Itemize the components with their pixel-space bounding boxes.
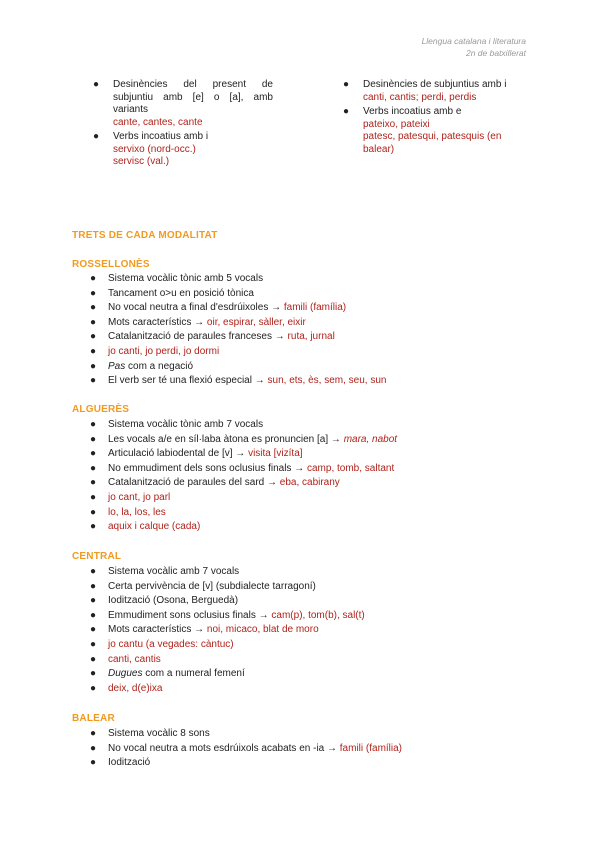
item-red-text: cam(p), tom(b), sal(t)	[271, 609, 365, 621]
header-subject: Llengua catalana i literatura	[421, 36, 526, 46]
list-item	[90, 609, 550, 624]
list-item	[90, 462, 550, 477]
bullet-icon: ●	[343, 79, 350, 90]
item-text: Les vocals a/e en síl·laba àtona es pronuncien [a] →	[108, 433, 344, 445]
list-item	[90, 476, 550, 491]
item-text: Emmudiment sons oclusius finals →	[108, 609, 272, 621]
item-red-italic-text: mara, nabot	[343, 433, 398, 445]
list-item	[90, 580, 550, 595]
bullet-icon: ●	[90, 302, 97, 314]
bullet-icon: ●	[90, 595, 97, 607]
bullet-icon: ●	[90, 728, 97, 739]
item-text: com a negació	[125, 360, 194, 372]
item-text: Certa pervivència de [v] (subdialecte tarragoní)	[108, 580, 316, 592]
left-column	[93, 79, 273, 171]
item-text: Desinències de subjuntius amb i	[363, 79, 507, 90]
item-text: com a numeral femení	[142, 668, 245, 680]
example-text: pateixo, pateixi	[363, 118, 430, 130]
list-item	[90, 682, 550, 697]
example-text: patesc, patesqui, patesquis (en balear)	[363, 131, 502, 155]
bullet-icon: ●	[90, 491, 97, 503]
item-text: Mots característics →	[108, 316, 207, 328]
item-red-text: aquix i calque (cada)	[108, 521, 201, 533]
item-red-text: ruta, jurnal	[287, 331, 335, 343]
item-red-text: canti, cantis	[108, 653, 161, 665]
page-header	[422, 35, 526, 59]
bullet-icon: ●	[90, 462, 97, 474]
list-item	[90, 272, 550, 287]
right-column	[343, 79, 533, 158]
list-item	[90, 418, 550, 433]
bullet-icon: ●	[90, 653, 97, 665]
bullet-icon: ●	[90, 742, 97, 754]
list-item	[90, 667, 550, 682]
bullet-icon: ●	[90, 375, 97, 387]
item-text: Verbs incoatius amb i	[113, 131, 209, 142]
item-red-text: oir, espirar, sàller, eixir	[206, 316, 306, 328]
item-text: Verbs incoatius amb e	[363, 106, 462, 117]
header-course: 2n de batxillerat	[465, 48, 526, 58]
list-balear	[90, 727, 550, 771]
item-text: Desinències del present de subjuntiu amb [e] o [a], amb variants	[113, 79, 273, 115]
item-red-text: noi, micaco, blat de moro	[206, 624, 319, 636]
item-text: No emmudiment dels sons oclusius finals →	[108, 462, 307, 474]
list-item	[90, 742, 550, 757]
list-item	[90, 316, 550, 331]
bullet-icon: ●	[90, 682, 97, 694]
list-item	[343, 106, 533, 156]
list-item	[90, 565, 550, 580]
item-text: Articulació labiodental de [v] →	[108, 448, 249, 460]
bullet-icon: ●	[90, 419, 97, 430]
list-item	[90, 330, 550, 345]
section-title-rossellones: ROSSELLONÈS	[72, 259, 150, 270]
list-item	[90, 756, 550, 771]
list-item	[90, 491, 550, 506]
bullet-icon: ●	[90, 580, 97, 592]
list-item	[90, 433, 550, 448]
example-text: servisc (val.)	[113, 156, 170, 167]
bullet-icon: ●	[90, 638, 97, 650]
list-item	[90, 623, 550, 638]
bullet-icon: ●	[93, 79, 100, 90]
item-red-text: deix, d(e)ixa	[108, 682, 163, 694]
item-text: Sistema vocàlic amb 7 vocals	[108, 566, 240, 577]
item-italic-text: Pas	[108, 360, 126, 372]
item-text: El verb ser té una flexió especial →	[108, 375, 268, 387]
bullet-icon: ●	[90, 316, 97, 328]
list-item	[90, 653, 550, 668]
bullet-icon: ●	[90, 668, 97, 680]
bullet-icon: ●	[343, 106, 350, 117]
bullet-icon: ●	[90, 360, 97, 372]
item-red-text: camp, tomb, saltant	[306, 462, 395, 474]
bullet-icon: ●	[90, 345, 97, 357]
section-title-algueres: ALGUERÈS	[72, 404, 130, 415]
list-item	[90, 301, 550, 316]
list-item	[90, 447, 550, 462]
list-item	[343, 79, 533, 104]
example-text: canti, cantis; perdi, perdis	[363, 91, 477, 103]
list-item	[90, 287, 550, 302]
bullet-icon: ●	[90, 624, 97, 636]
list-item	[93, 79, 273, 129]
bullet-icon: ●	[90, 448, 97, 460]
item-text: Sistema vocàlic tònic amb 7 vocals	[108, 419, 264, 430]
bullet-icon: ●	[93, 131, 100, 142]
bullet-icon: ●	[90, 566, 97, 577]
item-text: Catalanització de paraules franceses →	[108, 331, 288, 343]
item-text: No vocal neutra a final d'esdrúixoles →	[108, 302, 284, 314]
bullet-icon: ●	[90, 521, 97, 533]
item-text: Catalanització de paraules del sard →	[108, 477, 280, 489]
section-title-balear: BALEAR	[72, 713, 115, 724]
bullet-icon: ●	[90, 757, 97, 769]
list-item	[90, 506, 550, 521]
item-red-text: eba, cabirany	[279, 477, 340, 489]
list-item	[90, 520, 550, 535]
bullet-icon: ●	[90, 433, 97, 445]
item-italic-text: Dugues	[108, 668, 143, 680]
item-text: Sistema vocàlic tònic amb 5 vocals	[108, 273, 264, 284]
list-item	[90, 638, 550, 653]
item-red-text: famili (família)	[339, 742, 403, 754]
bullet-icon: ●	[90, 331, 97, 343]
item-text: Mots característics →	[108, 624, 207, 636]
list-item	[93, 131, 273, 169]
list-item	[90, 727, 550, 742]
item-red-text: jo cantu (a vegades: càntuc)	[108, 638, 234, 650]
item-red-text: lo, la, los, les	[108, 506, 166, 518]
list-item	[90, 360, 550, 375]
item-text: No vocal neutra a mots esdrúixols acabats en -ia →	[108, 742, 340, 754]
bullet-icon: ●	[90, 287, 97, 299]
list-algueres	[90, 418, 550, 535]
item-red-text: famili (família)	[283, 302, 347, 314]
item-red-text: sun, ets, ès, sem, seu, sun	[267, 375, 387, 387]
item-text: Tancament o>u en posició tònica	[108, 287, 254, 299]
main-section-title: TRETS DE CADA MODALITAT	[72, 230, 218, 241]
item-red-text: jo cant, jo parl	[108, 491, 171, 503]
list-item	[90, 374, 550, 389]
bullet-icon: ●	[90, 477, 97, 489]
bullet-icon: ●	[90, 506, 97, 518]
item-red-text: jo canti, jo perdi, jo dormi	[108, 345, 220, 357]
bullet-icon: ●	[90, 609, 97, 621]
example-text: servixo (nord-occ.)	[113, 143, 196, 155]
list-rossellones	[90, 272, 550, 389]
list-item	[90, 345, 550, 360]
list-central	[90, 565, 550, 696]
list-item	[90, 594, 550, 609]
item-text: Iodització (Osona, Berguedà)	[108, 595, 239, 607]
section-title-central: CENTRAL	[72, 551, 122, 562]
example-text: cante, cantes, cante	[113, 116, 203, 128]
item-text: Iodització	[108, 757, 151, 769]
item-text: Sistema vocàlic 8 sons	[108, 728, 210, 739]
item-red-text: visita [vizíta]	[248, 448, 303, 460]
bullet-icon: ●	[90, 273, 97, 284]
